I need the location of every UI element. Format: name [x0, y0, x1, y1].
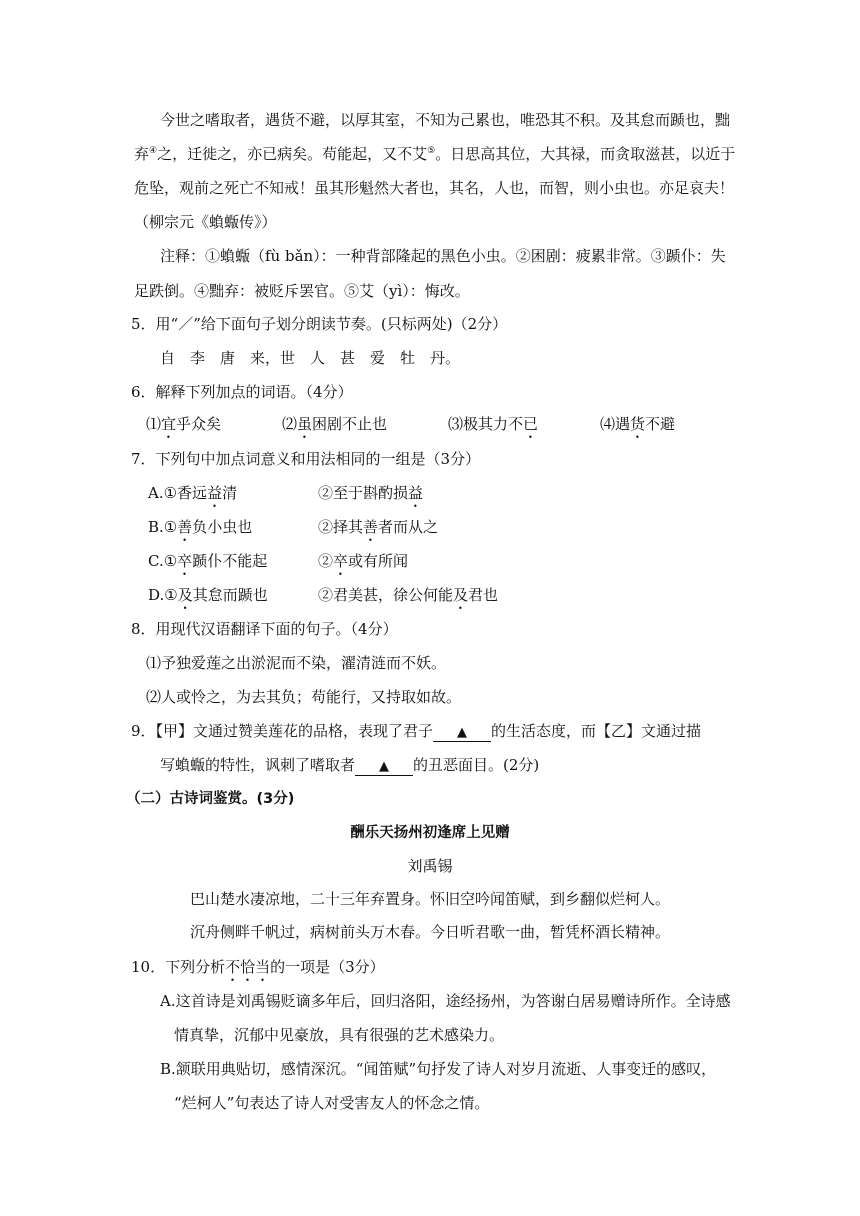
- q6-item-1: ⑴宜乎众矣: [146, 415, 222, 433]
- passage-line-3: 危坠，观前之死亡不知戒！虽其形魁然大者也，其名，人也，而智，则小虫也。亦足哀夫！: [134, 179, 735, 197]
- q7-stem: 7．下列句中加点词意义和用法相同的一组是（3分）: [131, 450, 481, 468]
- notes-line-2: 足跌倒。④黜弃：被贬斥罢官。⑤艾（yì）：悔改。: [134, 282, 470, 300]
- q9-line-2: 写蝜蝂的特性，讽刺了嗜取者 ▲ 的丑恶面目。(2分): [160, 756, 540, 774]
- q7-option-c-2: ②卒或有所闻: [318, 552, 409, 570]
- q9-line-1: 9．【甲】文通过赞美莲花的品格，表现了君子 ▲ 的生活态度，而【乙】文通过描: [131, 722, 702, 740]
- q10-option-b-line-1: B.颔联用典贴切，感情深沉。“闻笛赋”句抒发了诗人对岁月流逝、人事变迁的感叹，: [160, 1060, 717, 1078]
- q5-stem: 5．用“／”给下面句子划分朗读节奏。(只标两处)（2分）: [131, 315, 508, 333]
- answer-blank-1[interactable]: ▲: [433, 725, 491, 742]
- passage-source: （柳宗元《蝜蝂传》）: [134, 213, 277, 231]
- poem-line-1: 巴山楚水凄凉地，二十三年弃置身。怀旧空吟闻笛赋，到乡翻似烂柯人。: [189, 890, 670, 908]
- passage-line-2: 弃④之，迁徙之，亦已病矣。苟能起，又不艾⑤。日思高其位，大其禄，而贪取滋甚，以近于: [134, 145, 736, 163]
- q8-item-2: ⑵人或怜之，为去其负；苟能行，又持取如故。: [146, 688, 462, 706]
- q7-option-c-1: C.①卒踬仆不能起: [148, 552, 268, 570]
- q8-stem: 8．用现代汉语翻译下面的句子。（4分）: [131, 620, 398, 638]
- q10-option-a-line-1: A.这首诗是刘禹锡贬谪多年后，回归洛阳，途经扬州，为答谢白居易赠诗所作。全诗感: [160, 992, 731, 1010]
- q10-stem: 10．下列分析不恰当的一项是（3分）: [131, 958, 385, 976]
- q8-item-1: ⑴予独爱莲之出淤泥而不染，濯清涟而不妖。: [146, 654, 447, 672]
- q6-item-3: ⑶极其力不已: [448, 415, 539, 433]
- poem-author: 刘禹锡: [407, 857, 453, 875]
- q7-option-a-2: ②至于斟酌损益: [318, 484, 424, 502]
- q5-sentence: 自 李 唐 来，世 人 甚 爱 牡 丹。: [160, 349, 461, 367]
- q7-option-b-1: B.①善负小虫也: [148, 518, 253, 536]
- q6-item-2: ⑵虽困剧不止也: [282, 415, 388, 433]
- footnote-marker-4: ④: [149, 146, 158, 156]
- q10-option-a-line-2: 情真挚，沉郁中见豪放，具有很强的艺术感染力。: [174, 1026, 505, 1044]
- notes-line-1: 注释：①蝜蝂（fù bǎn）：一种背部隆起的黑色小虫。②困剧：疲累非常。③踬仆：失: [160, 247, 726, 265]
- footnote-marker-5: ⑤: [427, 146, 436, 156]
- q6-stem: 6．解释下列加点的词语。（4分）: [131, 383, 353, 401]
- q7-option-a-1: A.①香远益清: [148, 484, 238, 502]
- q10-option-b-line-2: “烂柯人”句表达了诗人对受害友人的怀念之情。: [174, 1094, 490, 1112]
- q7-option-b-2: ②择其善者而从之: [318, 518, 439, 536]
- poem-line-2: 沉舟侧畔千帆过，病树前头万木春。今日听君歌一曲，暂凭杯酒长精神。: [189, 923, 670, 941]
- section-2-title: （二）古诗词鉴赏。(3分): [126, 791, 295, 807]
- q7-option-d-2: ②君美甚，徐公何能及君也: [318, 586, 499, 604]
- passage-line-1: 今世之嗜取者，遇货不避，以厚其室，不知为己累也，唯恐其不积。及其怠而踬也，黜: [160, 111, 731, 129]
- poem-title: 酬乐天扬州初逢席上见赠: [350, 825, 510, 841]
- emphasis-not-appropriate: 不恰当: [225, 958, 271, 976]
- q6-item-4: ⑷遇货不避: [600, 415, 676, 433]
- answer-blank-2[interactable]: ▲: [355, 759, 413, 776]
- q7-option-d-1: D.①及其怠而踬也: [148, 586, 268, 604]
